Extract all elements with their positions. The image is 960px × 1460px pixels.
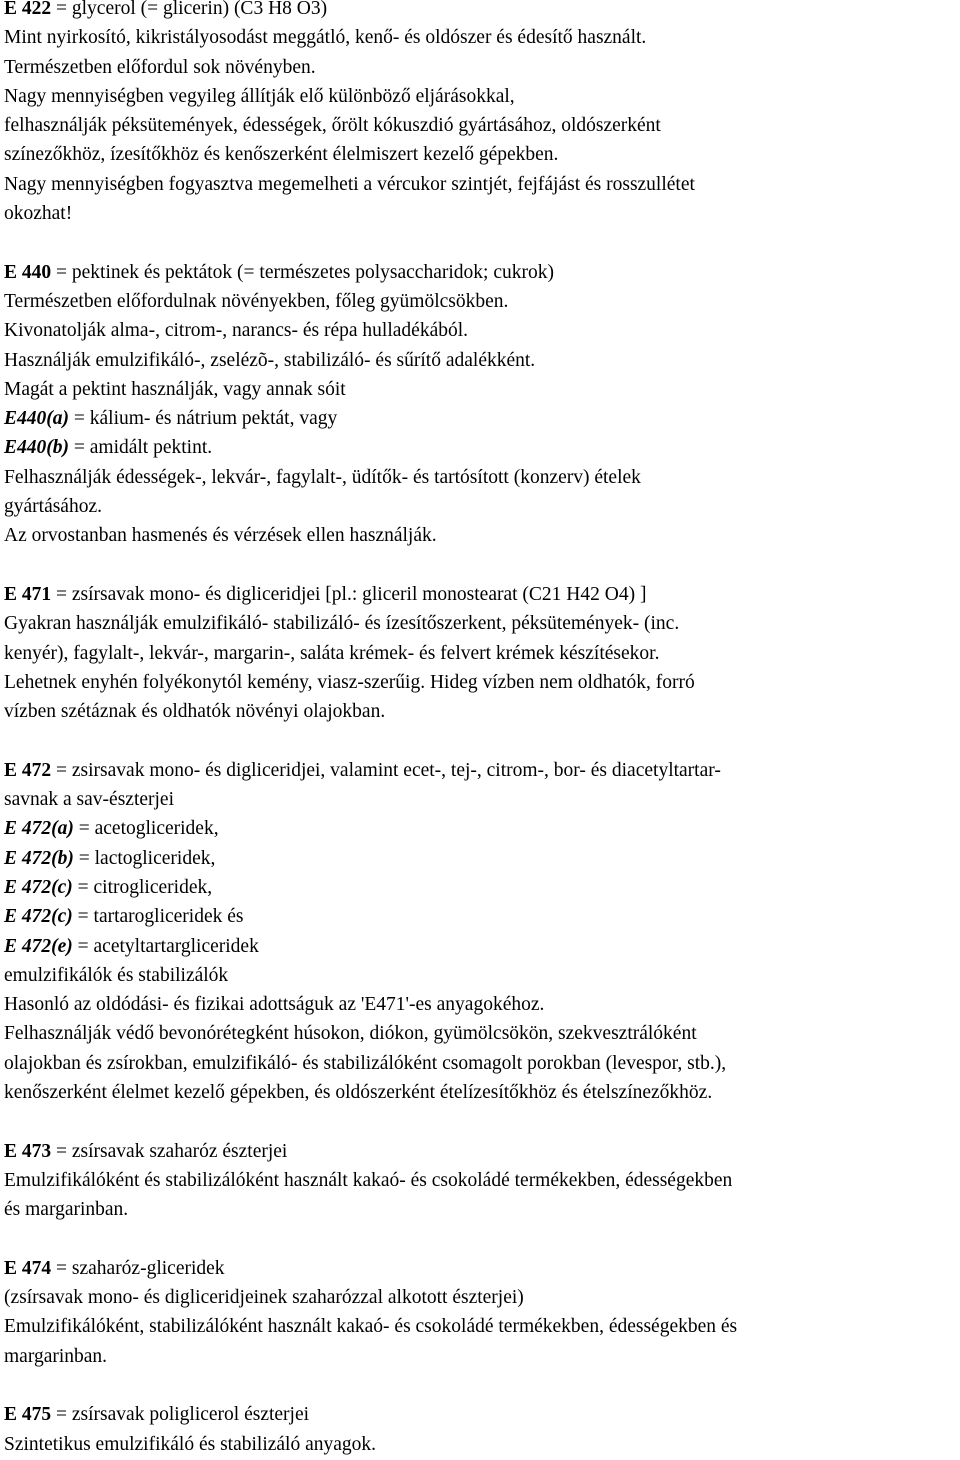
sub-code: E440(a) [4, 408, 69, 430]
body-line [4, 1166, 958, 1195]
sub-description: = kálium- és nátrium pektát, vagy [69, 408, 338, 430]
body-text: olajokban és zsírokban, emulzifikáló- és stabilizálóként csomagolt porokban (levespor, stb.), [4, 1052, 727, 1074]
paragraph-gap [4, 726, 958, 755]
e-number-description: = zsírsavak mono- és digliceridjei [pl.: gliceril monostearat (C21 H42 O4) ] [51, 583, 647, 605]
e-number-description: = zsírsavak szaharóz észterjei [51, 1140, 288, 1162]
body-line [4, 463, 958, 492]
sub-code: E440(b) [4, 437, 69, 459]
sub-description: = amidált pektint. [69, 437, 213, 459]
section-heading [4, 258, 958, 287]
e-number-description: = szaharóz-gliceridek [51, 1257, 225, 1279]
paragraph-gap [4, 228, 958, 257]
body-line [4, 609, 958, 638]
body-text: Természetben előfordul sok növényben. [4, 56, 316, 78]
body-line [4, 961, 958, 990]
paragraph-gap [4, 1224, 958, 1253]
e-number-code: E 422 [4, 0, 52, 19]
e-number-code: E 475 [4, 1404, 52, 1426]
body-line [4, 199, 958, 228]
body-line [4, 316, 958, 345]
body-text: színezőkhöz, ízesítőkhöz és kenőszerként élelmiszert kezelő gépekben. [4, 144, 559, 166]
paragraph-gap [4, 1371, 958, 1400]
body-text: savnak a sav-észterjei [4, 789, 174, 811]
body-text: Felhasználják védő bevonórétegként húsokon, diókon, gyümölcsökön, szekvesztrálóként [4, 1023, 697, 1045]
body-text: Emulzifikálóként és stabilizálóként használt kakaó- és csokoládé termékekben, édességekben [4, 1169, 733, 1191]
body-text: Használják emulzifikáló-, zselézõ-, stabilizáló- és sűrítő adalékként. [4, 349, 536, 371]
body-line [4, 639, 958, 668]
section-heading [4, 1137, 958, 1166]
body-line [4, 1078, 958, 1107]
section-e-473 [4, 1137, 958, 1225]
body-text: (zsírsavak mono- és digliceridjeinek szaharózzal alkotott észterjei) [4, 1287, 524, 1309]
body-text: kenyér), fagylalt-, lekvár-, margarin-, saláta krémek- és felvert krémek készítésekor. [4, 642, 660, 664]
body-line [4, 785, 958, 814]
body-line [4, 346, 958, 375]
sub-description: = lactogliceridek, [73, 847, 216, 869]
body-line [4, 521, 958, 550]
sub-entry [4, 873, 958, 902]
body-line [4, 668, 958, 697]
paragraph-gap [4, 551, 958, 580]
section-e-474 [4, 1254, 958, 1371]
body-text: Magát a pektint használják, vagy annak sóit [4, 378, 346, 400]
section-heading [4, 580, 958, 609]
e-number-code: E 440 [4, 261, 52, 283]
body-text: Emulzifikálóként, stabilizálóként használt kakaó- és csokoládé termékekben, édességekben és [4, 1316, 738, 1338]
sub-code: E 472(e) [4, 935, 73, 957]
body-text: Mint nyirkosító, kikristályosodást meggátló, kenő- és oldószer és édesítő használt. [4, 27, 647, 49]
sub-entry [4, 404, 958, 433]
body-text: Kivonatolják alma-, citrom-, narancs- és répa hulladékából. [4, 320, 469, 342]
e-number-description: = pektinek és pektátok (= természetes polysaccharidok; cukrok) [51, 261, 554, 283]
sub-entry [4, 433, 958, 462]
body-text: és margarinban. [4, 1199, 129, 1221]
section-heading [4, 756, 958, 785]
e-number-code: E 471 [4, 583, 52, 605]
sub-code: E 472(b) [4, 847, 74, 869]
body-line [4, 140, 958, 169]
body-text: Hasonló az oldódási- és fizikai adottságuk az 'E471'-es anyagokéhoz. [4, 994, 545, 1016]
body-line [4, 82, 958, 111]
body-text: vízben szétáznak és oldhatók növényi olajokban. [4, 701, 386, 723]
body-text: Nagy mennyiségben fogyasztva megemelheti a vércukor szintjét, fejfájást és rosszullétet [4, 173, 695, 195]
e-number-code: E 473 [4, 1140, 52, 1162]
sub-entry [4, 902, 958, 931]
sub-code: E 472(c) [4, 876, 73, 898]
body-text: emulzifikálók és stabilizálók [4, 964, 229, 986]
body-line [4, 287, 958, 316]
body-text: Felhasználják édességek-, lekvár-, fagylalt-, üdítők- és tartósított (konzerv) ételek [4, 466, 641, 488]
sub-description: = tartarogliceridek és [72, 906, 244, 928]
body-text: felhasználják péksütemények, édességek, őrölt kókuszdió gyártásához, oldószerként [4, 115, 661, 137]
section-e-475 [4, 1400, 958, 1459]
paragraph-gap [4, 1107, 958, 1136]
body-text: Az orvostanban hasmenés és vérzések ellen használják. [4, 525, 437, 547]
body-text: Lehetnek enyhén folyékonytól kemény, viasz-szerűig. Hideg vízben nem oldhatók, forró [4, 671, 695, 693]
e-number-description: = glycerol (= glicerin) (C3 H8 O3) [51, 0, 328, 19]
sub-entry [4, 932, 958, 961]
sub-description: = acetogliceridek, [73, 818, 219, 840]
body-text: okozhat! [4, 203, 73, 225]
body-text: Gyakran használják emulzifikáló- stabilizáló- és ízesítőszerkent, péksütemények- (inc. [4, 613, 680, 635]
section-heading [4, 1254, 958, 1283]
body-line [4, 1342, 958, 1371]
sub-code: E 472(a) [4, 818, 74, 840]
section-e-422 [4, 0, 958, 228]
body-line [4, 53, 958, 82]
section-heading [4, 0, 958, 23]
sub-code: E 472(c) [4, 906, 73, 928]
section-heading [4, 1400, 958, 1429]
e-number-description: = zsírsavak poliglicerol észterjei [51, 1404, 310, 1426]
body-line [4, 111, 958, 140]
body-line [4, 492, 958, 521]
sub-description: = citrogliceridek, [72, 876, 213, 898]
body-line [4, 1312, 958, 1341]
body-line [4, 990, 958, 1019]
sub-description: = acetyltartargliceridek [72, 935, 259, 957]
body-line [4, 1430, 958, 1459]
sub-entry [4, 844, 958, 873]
body-text: Nagy mennyiségben vegyileg állítják elő különböző eljárásokkal, [4, 85, 515, 107]
body-line [4, 1049, 958, 1078]
sub-entry [4, 814, 958, 843]
body-text: margarinban. [4, 1345, 108, 1367]
body-line [4, 1195, 958, 1224]
body-line [4, 170, 958, 199]
body-line [4, 697, 958, 726]
e-number-description: = zsirsavak mono- és digliceridjei, valamint ecet-, tej-, citrom-, bor- és diacetyltartar- [51, 759, 721, 781]
section-e-472 [4, 756, 958, 1108]
body-line [4, 1283, 958, 1312]
body-text: Szintetikus emulzifikáló és stabilizáló anyagok. [4, 1433, 377, 1455]
section-e-471 [4, 580, 958, 726]
e-number-code: E 472 [4, 759, 52, 781]
body-text: kenőszerként élelmet kezelő gépekben, és oldószerként ételízesítőkhöz és ételszínezőkhöz. [4, 1081, 713, 1103]
body-text: Természetben előfordulnak növényekben, főleg gyümölcsökben. [4, 290, 509, 312]
document-body [4, 0, 958, 1459]
e-number-code: E 474 [4, 1257, 52, 1279]
section-e-440 [4, 258, 958, 551]
body-line [4, 23, 958, 52]
body-line [4, 1019, 958, 1048]
body-line [4, 375, 958, 404]
body-text: gyártásához. [4, 496, 102, 518]
